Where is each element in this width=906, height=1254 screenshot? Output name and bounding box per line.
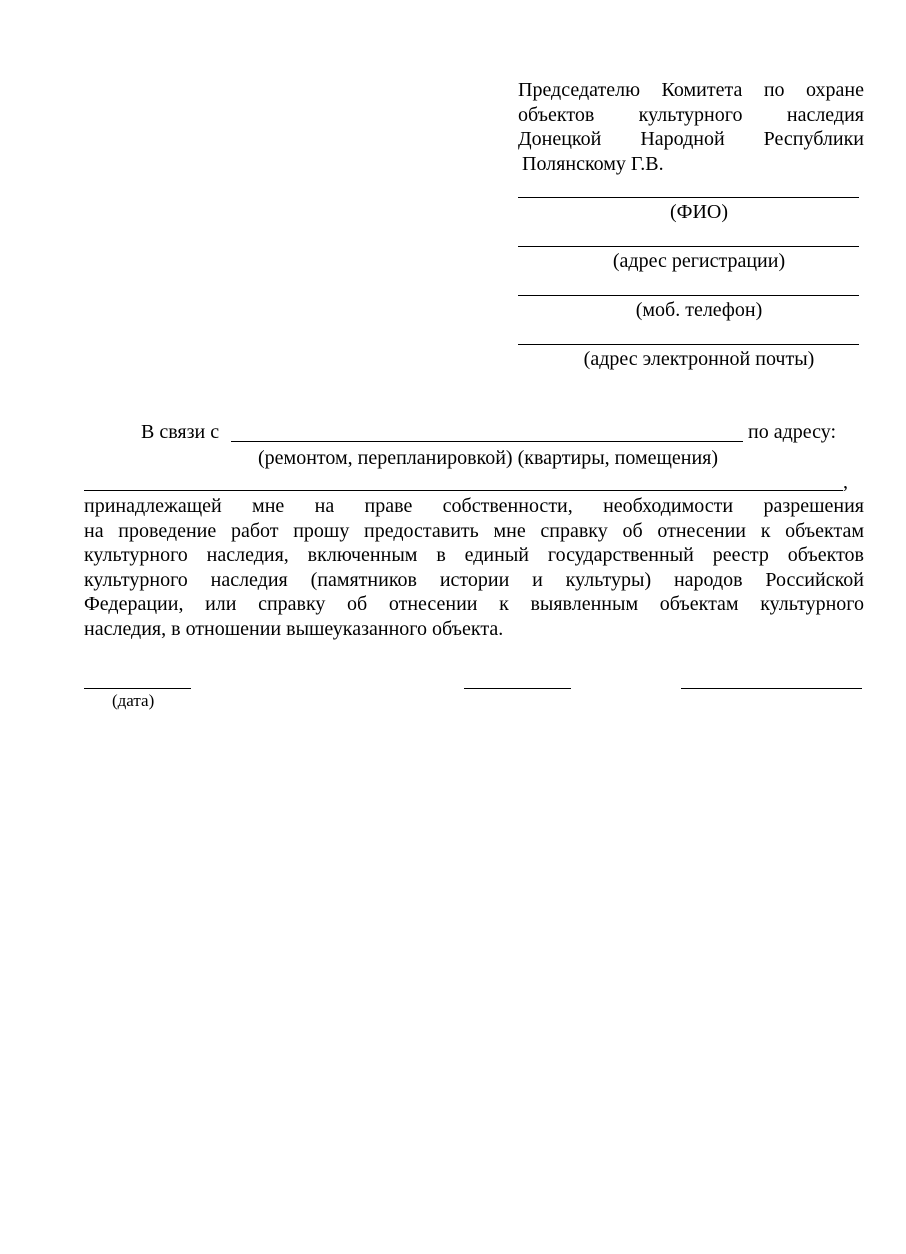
date-caption: (дата)	[112, 691, 155, 710]
intro-prefix: В связи с	[141, 421, 220, 443]
signature-field-line[interactable]	[464, 688, 571, 689]
paragraph-line: наследия, в отношении вышеуказанного объекта.	[84, 617, 504, 640]
email-field-line[interactable]	[518, 344, 859, 345]
paragraph-line: культурного наследия, включенным в единый государственный реестр объектов	[84, 544, 864, 567]
phone-caption: (моб. телефон)	[635, 299, 763, 321]
paragraph-line: культурного наследия (памятников истории и культуры) народов Российской	[84, 568, 864, 591]
address-comma: ,	[843, 471, 848, 493]
addressee-name: Полянскому Г.В.	[522, 152, 664, 175]
signer-name-field-line[interactable]	[681, 688, 862, 689]
paragraph-line: Федерации, или справку об отнесении к выявленным объектам культурного	[84, 593, 864, 616]
addressee-line-2: объектов культурного наследия	[518, 103, 864, 126]
addressee-line-3: Донецкой Народной Республики	[518, 128, 864, 150]
paragraph-line: принадлежащей мне на праве собственности, необходимости разрешения	[84, 495, 864, 517]
object-address-field-line[interactable]	[84, 490, 843, 491]
intro-suffix: по адресу:	[748, 421, 837, 443]
paragraph-line: на проведение работ прошу предоставить мне справку об отнесении к объектам	[84, 519, 864, 542]
reason-hint: (ремонтом, перепланировкой) (квартиры, помещения)	[258, 447, 719, 469]
fio-caption: (ФИО)	[669, 201, 728, 223]
reason-field-line[interactable]	[231, 441, 743, 442]
fio-field-line[interactable]	[518, 197, 859, 198]
addressee-block	[518, 78, 864, 176]
registration-address-field-line[interactable]	[518, 246, 859, 247]
registration-address-caption: (адрес регистрации)	[612, 250, 786, 272]
request-paragraph	[84, 494, 864, 642]
phone-field-line[interactable]	[518, 295, 859, 296]
addressee-line-1: Председателю Комитета по охране	[518, 79, 864, 101]
email-caption: (адрес электронной почты)	[583, 348, 815, 370]
date-field-line[interactable]	[84, 688, 191, 689]
